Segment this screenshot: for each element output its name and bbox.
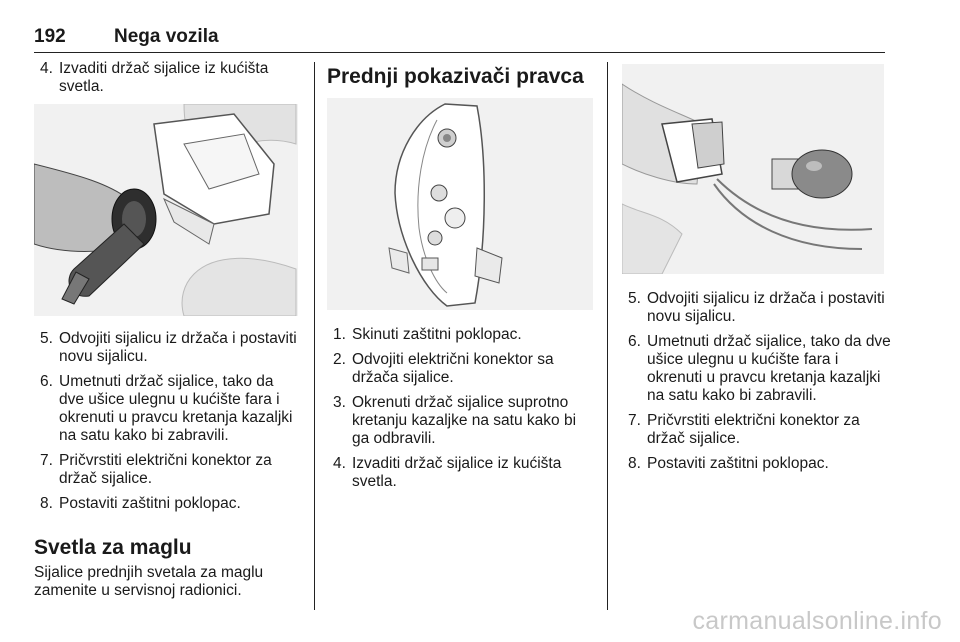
column-divider: [607, 62, 608, 610]
step-item: 1. Skinuti zaštitni poklopac.: [333, 326, 522, 343]
step-item: 4. Izvaditi držač sijalice iz kućišta svetla.: [40, 60, 269, 95]
column-3: [622, 60, 892, 480]
watermark: carmanualsonline.info: [692, 607, 942, 635]
step-item: 8. Postaviti zaštitni poklopac.: [628, 455, 829, 472]
page-number: 192: [34, 26, 66, 47]
step-item: 3. Okrenuti držač sijalice suprotno kretanju kazaljke na satu kako bi ga odbravili.: [333, 394, 577, 447]
step-item: 2. Odvojiti električni konektor sa držača sijalice.: [333, 351, 554, 386]
page-header: [34, 24, 885, 53]
section-title-turn-signals: Prednji pokazivači pravca: [327, 65, 584, 88]
section-title-fog-lights: Svetla za maglu: [34, 536, 192, 559]
column-1: [34, 60, 300, 600]
step-item: 6. Umetnuti držač sijalice, tako da dve ušice ulegnu u kućište fara i okrenuti u pravcu kretanja kazaljki na satu kako bi zabravili.: [628, 333, 891, 404]
step-list: [622, 290, 892, 473]
figure-indicator-bulb-replacement: [622, 64, 884, 274]
step-item: 8. Postaviti zaštitni poklopac.: [40, 495, 241, 512]
column-2: [327, 60, 593, 498]
step-item: 7. Pričvrstiti električni konektor za držač sijalice.: [40, 452, 272, 487]
step-item: 4. Izvaditi držač sijalice iz kućišta svetla.: [333, 455, 562, 490]
step-item: 5. Odvojiti sijalicu iz držača i postaviti novu sijalicu.: [628, 290, 885, 325]
step-item: 7. Pričvrstiti električni konektor za držač sijalice.: [628, 412, 860, 447]
figure-turn-signal-housing: [327, 98, 593, 310]
step-list: [34, 330, 300, 513]
column-divider: [314, 62, 315, 610]
step-item: 6. Umetnuti držač sijalice, tako da dve ušice ulegnu u kućište fara i okrenuti u pravcu kretanja kazaljki na satu kako bi zabravili.: [40, 373, 293, 444]
figure-halogen-bulb-removal: [34, 104, 298, 316]
step-item: 5. Odvojiti sijalicu iz držača i postaviti novu sijalicu.: [40, 330, 297, 365]
page-title: Nega vozila: [114, 26, 219, 47]
fog-lights-text: Sijalice prednjih svetala za maglu zamenite u servisnoj radionici.: [34, 564, 264, 599]
step-list: [34, 60, 300, 96]
step-list: [327, 326, 593, 491]
